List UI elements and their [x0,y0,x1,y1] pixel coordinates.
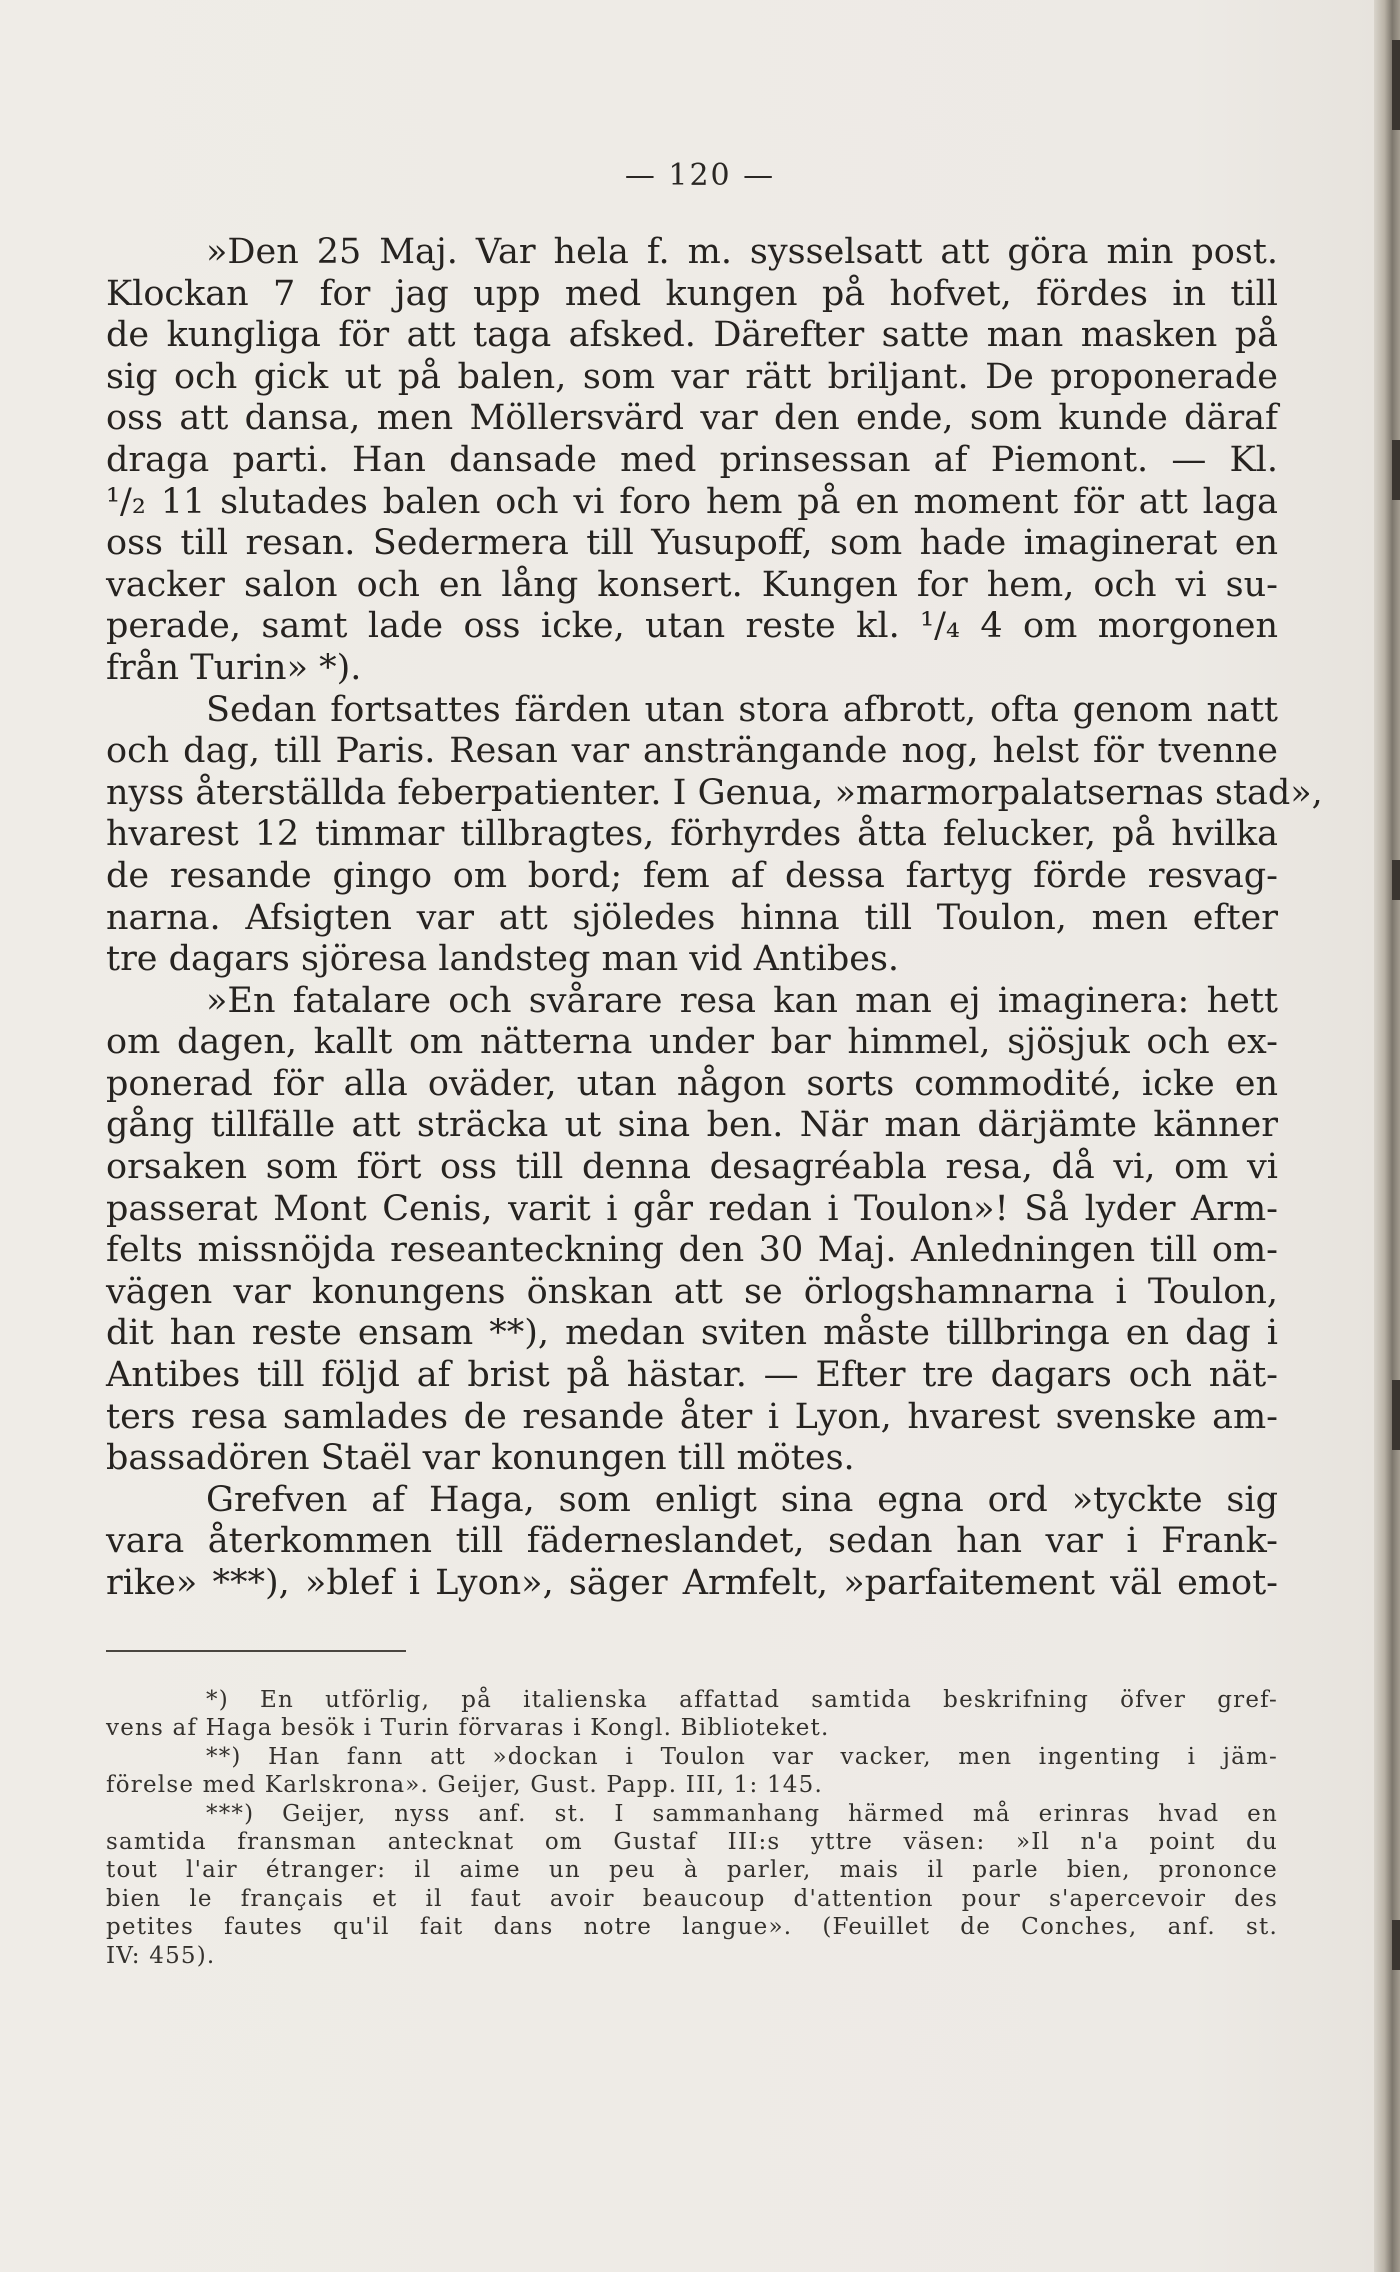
footnote-line: petites fautes qu'il fait dans notre langue». (Feuillet de Conches, anf. st. [106,1914,1278,1941]
text-line: Sedan fortsattes färden utan stora afbrott, ofta genom natt [206,689,1278,730]
text-line: ¹/₂ 11 slutades balen och vi foro hem på en moment för att laga [106,481,1278,522]
text-line: Antibes till följd af brist på hästar. — Efter tre dagars och nät- [106,1355,1278,1396]
footnote-line: IV: 455). [106,1942,216,1969]
text-line: vägen var konungens önskan att se örlogshamnarna i Toulon, [106,1271,1278,1312]
text-line: felts missnöjda reseanteckning den 30 Maj. Anledningen till om- [106,1230,1278,1271]
text-line: oss att dansa, men Möllersvärd var den ende, som kunde däraf [106,398,1278,439]
text-line: dit han reste ensam **), medan sviten måste tillbringa en dag i [106,1313,1278,1354]
footnote-line: *) En utförlig, på italienska affattad samtida beskrifning öfver gref- [206,1687,1278,1713]
text-line: perade, samt lade oss icke, utan reste kl. ¹/₄ 4 om morgonen [106,606,1278,647]
main-text [106,232,1323,1605]
text-line: sig och gick ut på balen, som var rätt briljant. De proponerade [106,356,1278,397]
text-line: oss till resan. Sedermera till Yusupoff, som hade imaginerat en [106,523,1278,564]
text-line: »En fatalare och svårare resa kan man ej imaginera: hett [206,980,1278,1021]
text-line: Klockan 7 for jag upp med kungen på hofvet, fördes in till [106,273,1278,314]
page-edge [1374,0,1400,2272]
footnote-line: bien le français et il faut avoir beaucoup d'attention pour s'apercevoir des [106,1885,1278,1912]
page-number: — 120 — [624,158,776,193]
footnote-line: **) Han fann att »dockan i Toulon var vacker, men ingenting i jäm- [206,1743,1278,1770]
footnotes [106,1686,1278,1970]
text-line: rike» ***), »blef i Lyon», säger Armfelt, »parfaitement väl emot- [106,1563,1278,1603]
footnote-line: förelse med Karlskrona». Geijer, Gust. Papp. III, 1: 145. [106,1772,823,1799]
text-line: ponerad för alla oväder, utan någon sorts commodité, icke en [106,1063,1278,1104]
text-line: narna. Afsigten var att sjöledes hinna till Toulon, men efter [106,897,1278,938]
footnote-line: ***) Geijer, nyss anf. st. I sammanhang härmed må erinras hvad en [206,1800,1278,1827]
text-line: hvarest 12 timmar tillbragtes, förhyrdes åtta felucker, på hvilka [106,814,1278,855]
footnote-line: samtida fransman antecknat om Gustaf III:s yttre väsen: »Il n'a point du [106,1829,1278,1856]
footnote-line: tout l'air étranger: il aime un peu à parler, mais il parle bien, prononce [106,1857,1278,1884]
text-line: passerat Mont Cenis, varit i går redan i Toulon»! Så lyder Arm- [106,1188,1278,1229]
text-line: vacker salon och en lång konsert. Kungen for hem, och vi su- [106,564,1278,605]
text-line: från Turin» *). [106,647,362,688]
text-line: »Den 25 Maj. Var hela f. m. sysselsatt att göra min post. [206,232,1278,272]
text-line: de kungliga för att taga afsked. Därefter satte man masken på [106,315,1278,356]
text-line: om dagen, kallt om nätterna under bar himmel, sjösjuk och ex- [106,1022,1278,1063]
footnote-rule [106,1650,406,1652]
text-line: ters resa samlades de resande åter i Lyon, hvarest svenske am- [106,1396,1278,1437]
text-line: tre dagars sjöresa landsteg man vid Antibes. [106,939,900,980]
text-line: draga parti. Han dansade med prinsessan af Piemont. — Kl. [106,439,1278,480]
footnote-line: vens af Haga besök i Turin förvaras i Kongl. Biblioteket. [106,1715,830,1742]
text-line: Grefven af Haga, som enligt sina egna ord »tyckte sig [206,1479,1278,1520]
text-line: de resande gingo om bord; fem af dessa fartyg förde resvag- [106,855,1278,896]
text-line: vara återkommen till fäderneslandet, sedan han var i Frank- [106,1521,1278,1562]
text-line: och dag, till Paris. Resan var ansträngande nog, helst för tvenne [106,731,1278,772]
text-line: nyss återställda feberpatienter. I Genua, »marmorpalatsernas stad», [106,772,1323,813]
text-line: gång tillfälle att sträcka ut sina ben. När man därjämte känner [106,1105,1278,1146]
text-line: bassadören Staël var konungen till mötes. [106,1438,855,1479]
text-line: orsaken som fört oss till denna desagréabla resa, då vi, om vi [106,1147,1278,1188]
